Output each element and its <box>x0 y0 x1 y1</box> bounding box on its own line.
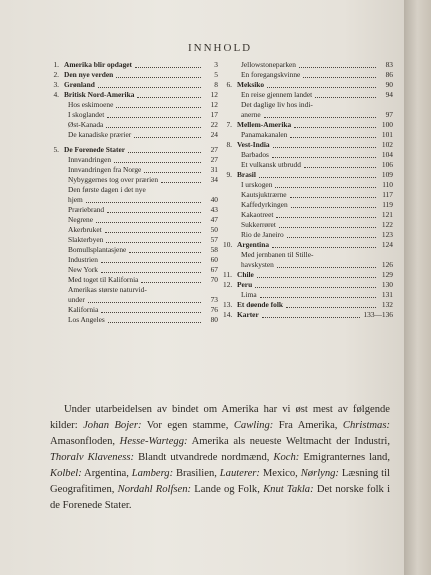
toc-entry-title: Brasil <box>237 170 256 179</box>
toc-entry-page: 67 <box>210 265 218 274</box>
toc-entry-page: 8 <box>214 80 218 89</box>
toc-column-right <box>223 60 393 320</box>
dot-leader <box>257 277 376 278</box>
source-text: Emigranternes land, <box>299 452 390 463</box>
toc-entry-page: 80 <box>210 315 218 324</box>
toc-entry-page: 104 <box>381 150 393 159</box>
toc-entry-title: Chile <box>237 270 254 279</box>
toc-entry-title: Kakaotreet <box>241 210 274 219</box>
toc-entry-page: 17 <box>210 110 218 119</box>
toc-entry-title: Mellem-Amerika <box>237 120 292 129</box>
toc-entry-page: 130 <box>381 280 393 289</box>
toc-entry <box>223 290 393 300</box>
toc-entry-page: 86 <box>385 70 393 79</box>
dot-leader <box>114 162 201 163</box>
dot-leader <box>134 137 201 138</box>
toc-entry <box>223 270 393 280</box>
toc-entry <box>223 200 393 210</box>
toc-entry-title: Øst-Kanada <box>68 120 104 129</box>
source-author: Christmas: <box>342 420 390 431</box>
toc-entry-title: Amerikas største naturvid- <box>68 285 147 294</box>
toc-entry <box>223 70 393 80</box>
toc-entry-page: 122 <box>381 220 393 229</box>
toc-entry <box>50 235 218 245</box>
toc-entry-page: 58 <box>210 245 218 254</box>
toc-entry-number: 10. <box>223 240 233 249</box>
dot-leader <box>101 312 201 313</box>
dot-leader <box>86 202 201 203</box>
dot-leader <box>107 212 201 213</box>
page-heading: INNHOLD <box>188 42 253 54</box>
dot-leader <box>161 182 201 183</box>
toc-entry-page: 50 <box>210 225 218 234</box>
dot-leader <box>107 117 201 118</box>
toc-entry-page: 83 <box>385 60 393 69</box>
toc-entry-title: anerne <box>241 110 261 119</box>
source-author: Hesse-Wartegg: <box>119 436 188 447</box>
toc-entry-title: Britisk Nord-Amerika <box>64 90 135 99</box>
toc-entry-title: Nybyggernes tog over prærien <box>68 175 159 184</box>
dot-leader <box>129 252 201 253</box>
toc-entry <box>223 110 393 120</box>
toc-entry-title: Innvandringen fra Norge <box>68 165 142 174</box>
toc-entry-page: 117 <box>382 190 393 199</box>
dot-leader <box>264 117 376 118</box>
toc-entry-page: 31 <box>210 165 218 174</box>
toc-entry <box>50 110 218 120</box>
toc-entry <box>50 255 218 265</box>
toc-entry-title: Negrene <box>68 215 94 224</box>
toc-entry-page: 132 <box>381 300 393 309</box>
toc-entry-title: Grønland <box>64 80 95 89</box>
toc-entry-page: 97 <box>385 110 393 119</box>
toc-entry <box>50 70 218 80</box>
toc-entry <box>223 250 393 260</box>
dot-leader <box>98 87 201 88</box>
dot-leader <box>290 137 376 138</box>
toc-entry-page: 27 <box>210 155 218 164</box>
toc-entry <box>50 205 218 215</box>
dot-leader <box>96 222 201 223</box>
toc-entry-title: Barbados <box>241 150 269 159</box>
dot-leader <box>106 127 201 128</box>
toc-entry <box>50 60 218 70</box>
source-text: Brasilien, <box>173 468 220 479</box>
toc-entry-title: En foregangskvinne <box>241 70 301 79</box>
source-author: Lamberg: <box>131 468 174 479</box>
toc-entry-title: Et døende folk <box>237 300 283 309</box>
toc-entry <box>50 145 218 155</box>
toc-entry-title: Præriebrand <box>68 205 105 214</box>
dot-leader <box>275 187 376 188</box>
toc-entry-page: 101 <box>381 130 393 139</box>
source-text: Under utarbeidelsen av bindet om Amerika har vi øst mest av følgende kilder: <box>50 404 390 431</box>
toc-entry <box>50 120 218 130</box>
toc-entry <box>50 295 218 305</box>
toc-entry <box>223 260 393 270</box>
dot-leader <box>116 107 201 108</box>
toc-entry-title: I skoglandet <box>68 110 105 119</box>
toc-entry-page: 106 <box>381 160 393 169</box>
dot-leader <box>276 217 376 218</box>
toc-entry <box>50 305 218 315</box>
source-author: Knut Takla: <box>263 484 314 495</box>
dot-leader <box>135 67 201 68</box>
toc-entry <box>50 275 218 285</box>
dot-leader <box>304 167 376 168</box>
toc-entry-title: havskysten <box>241 260 274 269</box>
source-text: Blandt utvandrede nordmænd, <box>134 452 274 463</box>
toc-entry <box>223 240 393 250</box>
toc-entry-title: Sukkerrøret <box>241 220 276 229</box>
toc-entry-page: 109 <box>381 170 393 179</box>
toc-entry <box>50 175 218 185</box>
toc-entry-title: Kautsjuktrærne <box>241 190 287 199</box>
toc-entry-page: 34 <box>210 175 218 184</box>
source-author: Nordahl Rolfsen: <box>117 484 192 495</box>
toc-entry-title: Karter <box>237 310 259 319</box>
toc-entry <box>223 170 393 180</box>
toc-entry <box>223 220 393 230</box>
dot-leader <box>286 307 376 308</box>
source-author: Koch: <box>273 452 300 463</box>
toc-entry <box>50 185 218 195</box>
toc-entry-page: 73 <box>210 295 218 304</box>
toc-entry-title: Bomullsplantasjene <box>68 245 127 254</box>
toc-entry <box>50 80 218 90</box>
source-text: Amerika als neueste Weltmacht der Industri, <box>187 436 390 447</box>
toc-entry-title: Med toget til Kalifornia <box>68 275 139 284</box>
source-author: Thoralv Klaveness: <box>50 452 135 463</box>
toc-entry-title: Peru <box>237 280 253 289</box>
toc-entry <box>50 245 218 255</box>
toc-entry-page: 47 <box>210 215 218 224</box>
toc-entry-number: 1. <box>53 60 59 69</box>
dot-leader <box>128 152 201 153</box>
dot-leader <box>260 297 376 298</box>
toc-column-left <box>50 60 218 325</box>
dot-leader <box>137 97 201 98</box>
toc-entry-page: 102 <box>381 140 393 149</box>
toc-entry <box>223 280 393 290</box>
toc-entry <box>223 210 393 220</box>
toc-entry-title: Et vulkansk utbrudd <box>241 160 301 169</box>
toc-entry-page: 27 <box>210 145 218 154</box>
dot-leader <box>101 262 201 263</box>
toc-entry <box>50 155 218 165</box>
source-text: Fra Amerika, <box>273 420 343 431</box>
dot-leader <box>106 242 201 243</box>
toc-entry-title: Rio de Janeiro <box>241 230 284 239</box>
toc-entry-page: 3 <box>214 60 218 69</box>
source-text: Vor egen stamme, <box>141 420 234 431</box>
sources-text <box>50 402 390 514</box>
toc-entry-number: 9. <box>226 170 232 179</box>
toc-entry-number: 4. <box>53 90 59 99</box>
toc-entry-page: 124 <box>381 240 393 249</box>
toc-entry <box>223 60 393 70</box>
toc-entry-title: En reise gjennem landet <box>241 90 313 99</box>
toc-entry <box>50 285 218 295</box>
toc-entry <box>50 130 218 140</box>
toc-entry-title: Vest-India <box>237 140 270 149</box>
toc-entry <box>223 140 393 150</box>
dot-leader <box>105 232 201 233</box>
dot-leader <box>267 87 376 88</box>
toc-entry <box>50 195 218 205</box>
toc-entry-title: I urskogen <box>241 180 273 189</box>
toc-entry-page: 121 <box>381 210 393 219</box>
toc-entry-title: De kanadiske prærier <box>68 130 132 139</box>
dot-leader <box>101 272 201 273</box>
toc-entry <box>50 225 218 235</box>
toc-entry-number: 3. <box>53 80 59 89</box>
toc-entry-title: Hos eskimoene <box>68 100 114 109</box>
toc-entry-title: Akerbruket <box>68 225 102 234</box>
toc-entry-number: 2. <box>53 70 59 79</box>
dot-leader <box>291 207 376 208</box>
dot-leader <box>259 177 376 178</box>
dot-leader <box>277 267 376 268</box>
toc-entry <box>223 230 393 240</box>
toc-entry-page: 126 <box>381 260 393 269</box>
toc-entry-title: Innvandringen <box>68 155 112 164</box>
dot-leader <box>315 97 376 98</box>
toc-entry-page: 129 <box>381 270 393 279</box>
toc-entry-number: 13. <box>223 300 233 309</box>
toc-entry <box>223 90 393 100</box>
dot-leader <box>272 247 376 248</box>
toc-entry <box>223 120 393 130</box>
dot-leader <box>273 147 376 148</box>
toc-entry-title: Panamakanalen <box>241 130 288 139</box>
toc-entry-title: Med jernbanen til Stille- <box>241 250 314 259</box>
toc-entry-title: Argentina <box>237 240 270 249</box>
toc-entry <box>223 300 393 310</box>
source-text: Det norske folk i de Forenede Stater. <box>50 484 391 511</box>
toc-entry <box>223 180 393 190</box>
source-text: Læsning til Geografitimen, <box>50 468 391 495</box>
dot-leader <box>255 287 376 288</box>
dot-leader <box>262 317 361 318</box>
source-author: Cawling: <box>233 420 274 431</box>
toc-entry <box>50 265 218 275</box>
toc-entry-title: Meksiko <box>237 80 265 89</box>
toc-entry-title: under <box>68 295 85 304</box>
toc-entry-page: 60 <box>210 255 218 264</box>
dot-leader <box>290 197 376 198</box>
toc-entry-page: 12 <box>210 100 218 109</box>
toc-entry-page: 76 <box>210 305 218 314</box>
toc-entry <box>223 190 393 200</box>
dot-leader <box>141 282 201 283</box>
sources-paragraph <box>50 402 390 514</box>
source-author: Johan Bojer: <box>83 420 142 431</box>
toc-entry-page: 12 <box>210 90 218 99</box>
toc-entry-title: Los Angeles <box>68 315 105 324</box>
toc-entry-title: Amerika blir opdaget <box>64 60 133 69</box>
source-text: Lande og Folk, <box>191 484 264 495</box>
source-text: Argentina, <box>81 468 132 479</box>
toc-entry-number: 5. <box>53 145 59 154</box>
toc-entry-title: Den nye verden <box>64 70 114 79</box>
toc-entry <box>50 165 218 175</box>
toc-entry-page: 100 <box>381 120 393 129</box>
toc-entry <box>223 130 393 140</box>
source-text: Amasonfloden, <box>50 436 120 447</box>
toc-entry-page: 70 <box>210 275 218 284</box>
toc-entry-page: 24 <box>210 130 218 139</box>
source-author: Kolbel: <box>50 468 82 479</box>
toc-entry-title: Jellowstoneparken <box>241 60 297 69</box>
dot-leader <box>287 237 376 238</box>
toc-entry <box>50 100 218 110</box>
toc-entry-number: 14. <box>223 310 233 319</box>
toc-entry-title: hjem <box>68 195 83 204</box>
toc-entry-page: 123 <box>381 230 393 239</box>
toc-entry-title: New York <box>68 265 98 274</box>
toc-entry-title: Lima <box>241 290 257 299</box>
toc-entry-title: Kaffedyrkingen <box>241 200 288 209</box>
toc-entry-page: 90 <box>385 80 393 89</box>
source-author: Lauterer: <box>219 468 260 479</box>
source-text: Mexico, <box>259 468 301 479</box>
toc-entry-page: 5 <box>214 70 218 79</box>
toc-entry-number: 8. <box>226 140 232 149</box>
toc-entry <box>223 310 393 320</box>
toc-entry-title: Kalifornia <box>68 305 99 314</box>
toc-entry <box>223 100 393 110</box>
toc-entry-page: 43 <box>210 205 218 214</box>
toc-entry-title: Den første dagen i det nye <box>68 185 146 194</box>
toc-entry-title: Det daglige liv hos indi- <box>241 100 313 109</box>
toc-entry-page: 22 <box>210 120 218 129</box>
toc-entry <box>50 215 218 225</box>
dot-leader <box>88 302 201 303</box>
toc-entry <box>223 80 393 90</box>
toc-entry-page: 40 <box>210 195 218 204</box>
toc-entry-number: 11. <box>223 270 232 279</box>
dot-leader <box>272 157 376 158</box>
toc-entry <box>223 160 393 170</box>
toc-entry <box>50 315 218 325</box>
adjacent-page-edge <box>404 0 431 575</box>
toc-entry <box>50 90 218 100</box>
toc-entry-page: 119 <box>382 200 393 209</box>
toc-entry-page: 57 <box>210 235 218 244</box>
toc-entry-page: 94 <box>385 90 393 99</box>
toc-entry-number: 7. <box>226 120 232 129</box>
source-author: Nørlyng: <box>300 468 339 479</box>
toc-entry-page: 110 <box>382 180 393 189</box>
dot-leader <box>144 172 201 173</box>
toc-entry-title: De Forenede Stater <box>64 145 126 154</box>
dot-leader <box>294 127 376 128</box>
dot-leader <box>279 227 376 228</box>
toc-entry-number: 12. <box>223 280 233 289</box>
toc-entry-page: 133—136 <box>363 310 393 319</box>
dot-leader <box>116 77 201 78</box>
dot-leader <box>303 77 376 78</box>
toc-entry-title: Slakterbyen <box>68 235 104 244</box>
toc-entry-number: 6. <box>226 80 232 89</box>
toc-entry <box>223 150 393 160</box>
dot-leader <box>299 67 376 68</box>
toc-entry-page: 131 <box>381 290 393 299</box>
toc-entry-title: Industrien <box>68 255 98 264</box>
dot-leader <box>108 322 201 323</box>
